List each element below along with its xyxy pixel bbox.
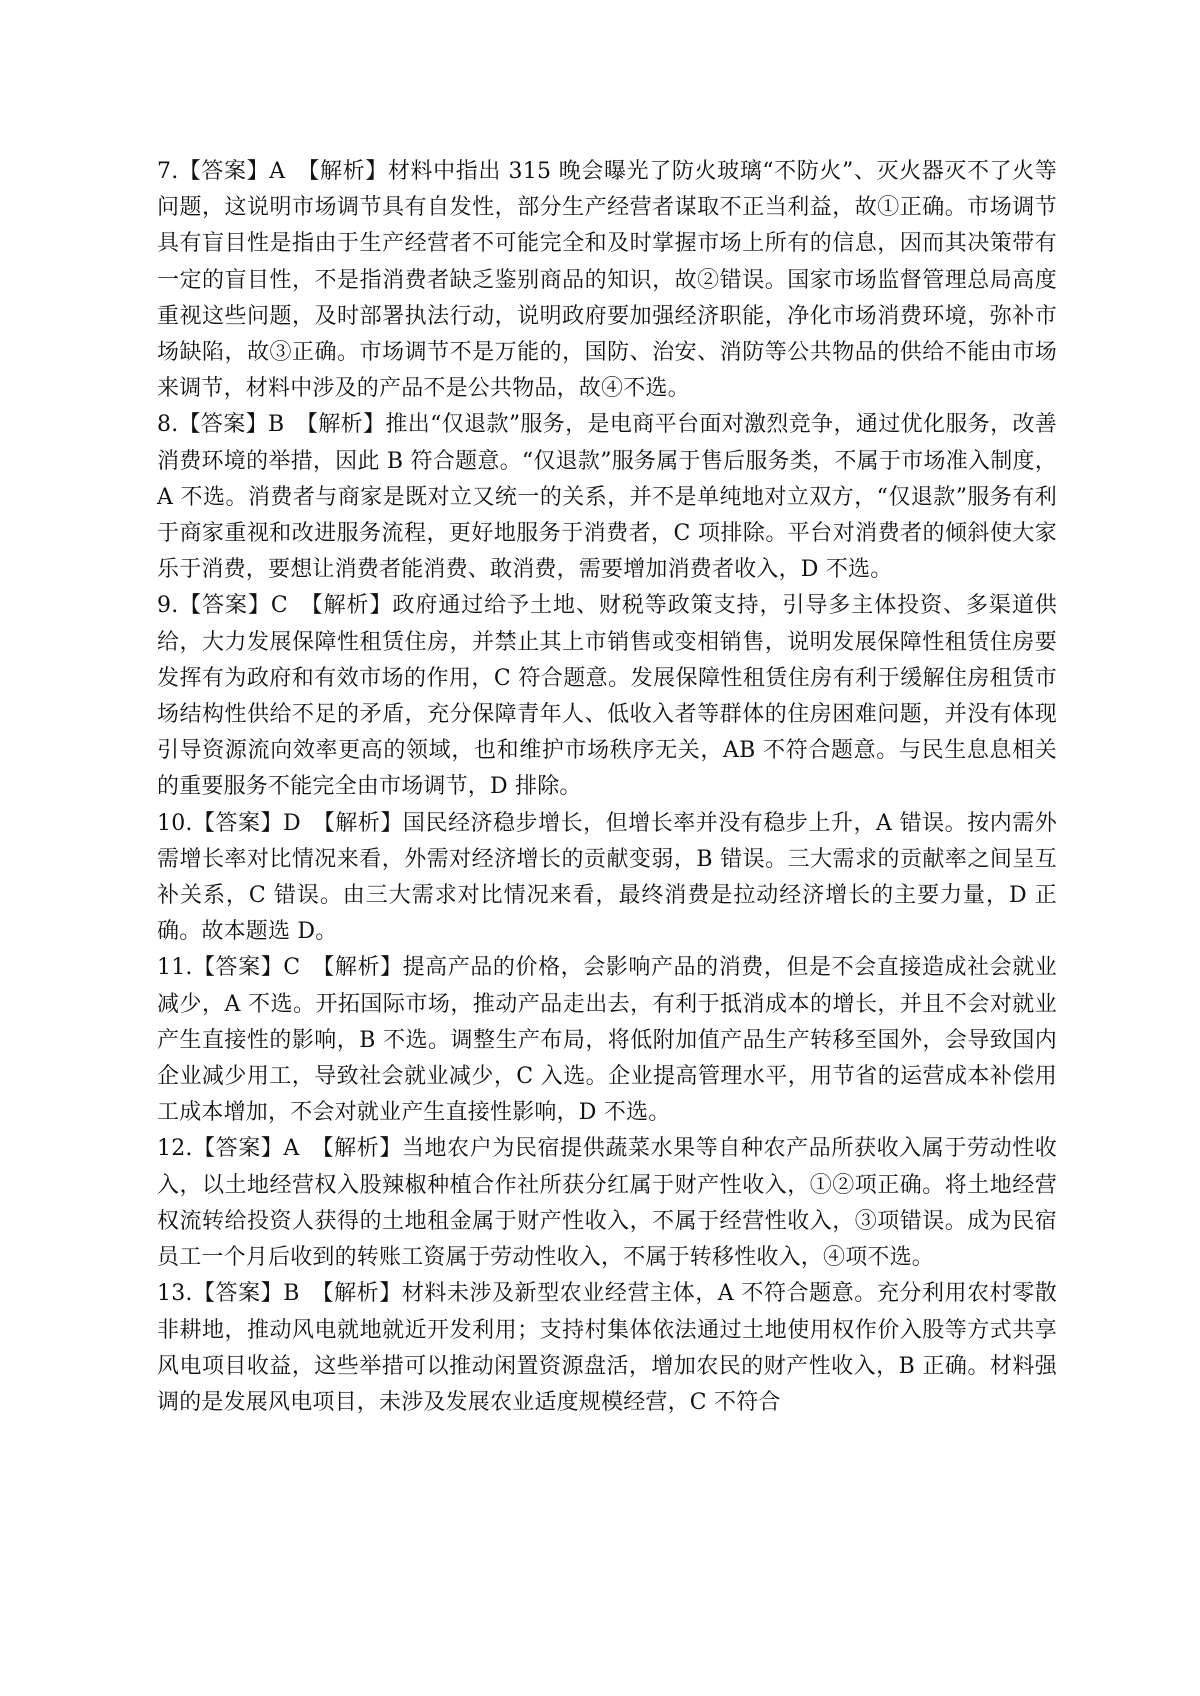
answer-tag: 【答案】A (192, 1136, 300, 1162)
analysis-tag: 【解析】 (306, 412, 386, 438)
answer-tag: 【答案】B (192, 1281, 300, 1307)
answer-tag: 【答案】A (178, 159, 286, 184)
item-number: 9. (157, 593, 179, 619)
item-number: 7. (157, 159, 179, 184)
answer-item-13 (157, 1276, 1057, 1421)
answer-item-7 (157, 154, 1057, 407)
analysis-tag: 【解析】 (322, 1136, 402, 1162)
item-number: 10. (157, 810, 193, 836)
answer-tag: 【答案】C (178, 593, 288, 619)
answer-item-12 (157, 1131, 1057, 1276)
answer-tag: 【答案】B (178, 412, 285, 438)
analysis-text: 推出“仅退款”服务，是电商平台面对激烈竞争，通过优化服务，改善消费环境的举措，因此 B 符合题意。“仅退款”服务属于售后服务类，不属于市场准入制度，A 不选。消费者与商家是既对立又统一的关系，并不是单纯地对立双方，“仅退款”服务有利于商家重视和改进服务流程，更好地服务于消费者，C 项排除。平台对消费者的倾斜使大家乐于消费，要想让消费者能消费、敢消费，需要增加消费者收入，D 不选。 (157, 412, 1058, 583)
item-number: 13. (157, 1281, 193, 1307)
analysis-text: 材料中指出 315 晚会曝光了防火玻璃“不防火”、灭火器灭不了火等问题，这说明市场调节具有自发性，部分生产经营者谋取不正当利益，故①正确。市场调节具有盲目性是指由于生产经营者不可能完全和及时掌握市场上所有的信息，因而其决策带有一定的盲目性，不是指消费者缺乏鉴别商品的知识，故②错误。国家市场监督管理总局高度重视这些问题，及时部署执法行动，说明政府要加强经济职能，净化市场消费环境，弥补市场缺陷，故③正确。市场调节不是万能的，国防、治安、消防等公共物品的供给不能由市场来调节，材料中涉及的产品不是公共物品，故④不选。 (157, 159, 1058, 402)
analysis-text: 当地农户为民宿提供蔬菜水果等自种农产品所获收入属于劳动性收入，以土地经营权入股辣椒种植合作社所获分红属于财产性收入，①②项正确。将土地经营权流转给投资人获得的土地租金属于财产性收入，不属于经营性收入，③项错误。成为民宿员工一个月后收到的转账工资属于劳动性收入，不属于转移性收入，④项不选。 (157, 1136, 1058, 1271)
answer-item-10 (157, 806, 1057, 951)
analysis-tag: 【解析】 (308, 159, 388, 184)
analysis-text: 国民经济稳步增长，但增长率并没有稳步上升，A 错误。按内需外需增长率对比情况来看，外需对经济增长的贡献变弱，B 错误。三大需求的贡献率之间呈互补关系，C 错误。由三大需求对比情况来看，最终消费是拉动经济增长的主要力量，D 正确。故本题选 D。 (157, 810, 1058, 945)
analysis-tag: 【解析】 (322, 1281, 402, 1307)
answer-key-page (157, 154, 1057, 1421)
answer-tag: 【答案】D (192, 810, 301, 836)
item-number: 11. (157, 955, 193, 981)
analysis-tag: 【解析】 (323, 810, 403, 836)
answer-item-9 (157, 588, 1057, 805)
item-number: 8. (157, 412, 179, 438)
answer-item-8 (157, 407, 1057, 588)
item-number: 12. (157, 1136, 193, 1162)
analysis-tag: 【解析】 (323, 955, 403, 981)
analysis-tag: 【解析】 (311, 593, 393, 619)
analysis-text: 提高产品的价格，会影响产品的消费，但是不会直接造成社会就业减少，A 不选。开拓国际市场，推动产品走出去，有利于抵消成本的增长，并且不会对就业产生直接性的影响，B 不选。调整生产布局，将低附加值产品生产转移至国外，会导致国内企业减少用工，导致社会就业减少，C 入选。企业提高管理水平，用节省的运营成本补偿用工成本增加，不会对就业产生直接性影响，D 不选。 (157, 955, 1057, 1126)
analysis-text: 政府通过给予土地、财税等政策支持，引导多主体投资、多渠道供给，大力发展保障性租赁住房，并禁止其上市销售或变相销售，说明发展保障性租赁住房要发挥有为政府和有效市场的作用，C 符合题意。发展保障性租赁住房有利于缓解住房租赁市场结构性供给不足的矛盾，充分保障青年人、低收入者等群体的住房困难问题，并没有体现引导资源流向效率更高的领域，也和维护市场秩序无关，AB 不符合题意。与民生息息相关的重要服务不能完全由市场调节，D 排除。 (157, 593, 1057, 800)
answer-item-11 (157, 950, 1057, 1131)
analysis-text: 材料未涉及新型农业经营主体，A 不符合题意。充分利用农村零散非耕地，推动风电就地就近开发利用；支持村集体依法通过土地使用权作价入股等方式共享风电项目收益，这些举措可以推动闲置资源盘活，增加农民的财产性收入，B 正确。材料强调的是发展风电项目，未涉及发展农业适度规模经营，C 不符合 (157, 1281, 1057, 1415)
answer-tag: 【答案】C (192, 955, 301, 981)
